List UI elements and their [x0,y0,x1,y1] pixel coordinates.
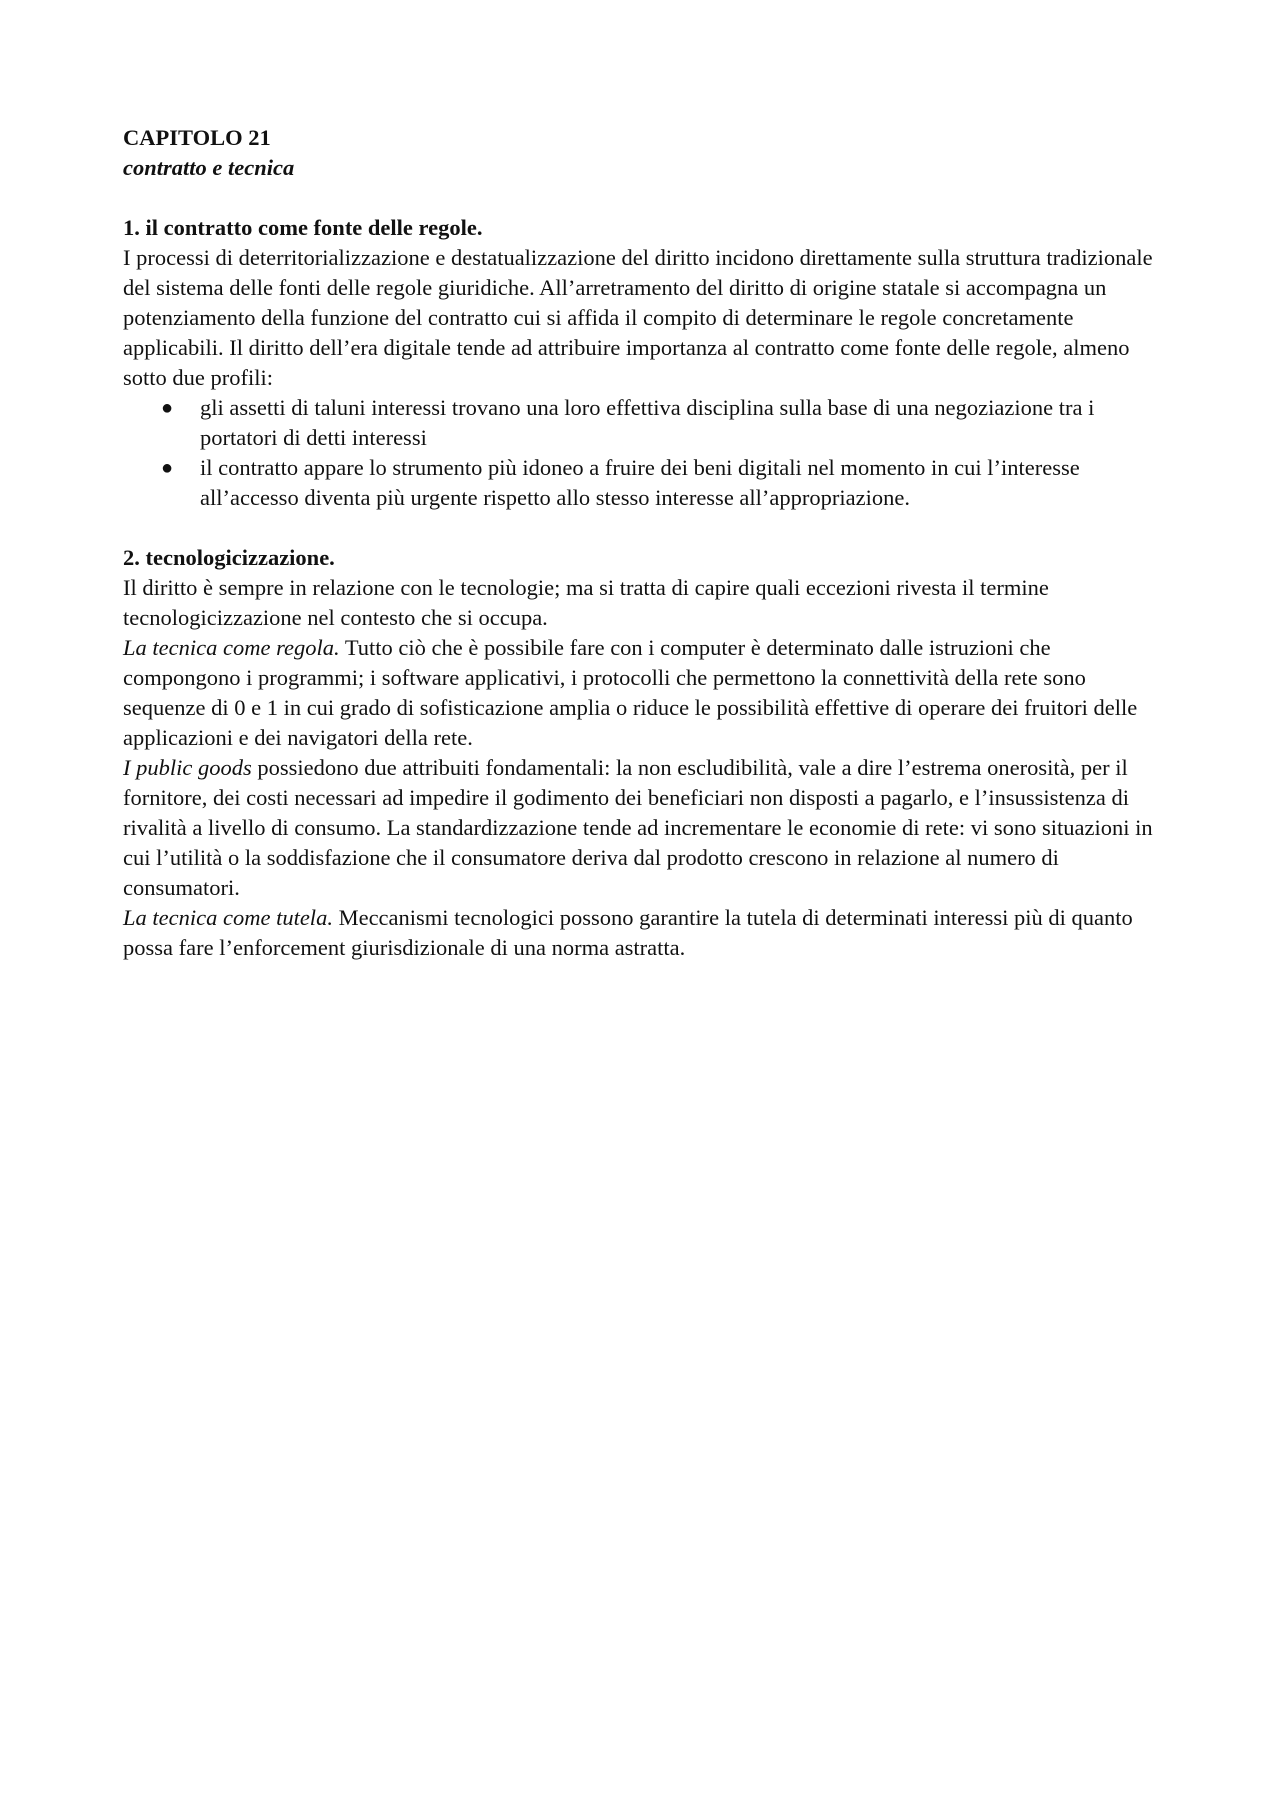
section2-paragraph-1: Il diritto è sempre in relazione con le tecnologie; ma si tratta di capire quali eccezioni rivesta il termine tecnologicizzazione nel contesto che si occupa. [123,575,1049,630]
lead-in-public-goods: I public goods [123,755,252,780]
chapter-subtitle: contratto e tecnica [123,155,295,180]
paragraph-text: Tutto ciò che è possibile fare con i computer è determinato dalle istruzioni che compongono i programmi; i software applicativi, i protocolli che permettono la connettività della rete sono sequenze di 0 e 1 in cui grado di sofisticazione amplia o riduce le possibilità effettive di operare dei fruitori delle applicazioni e dei navigatori della rete. [123,635,1138,750]
bullet-text: gli assetti di taluni interessi trovano una loro effettiva disciplina sulla base di una negoziazione tra i portatori di detti interessi [200,395,1095,450]
section1-intro: I processi di deterritorializzazione e destatualizzazione del diritto incidono direttamente sulla struttura tradizionale del sistema delle fonti delle regole giuridiche. All’arretramento del diritto di origine statale si accompagna un potenziamento della funzione del contratto cui si affida il compito di determinare le regole concretamente applicabili. Il diritto dell’era digitale tende ad attribuire importanza al contratto come fonte delle regole, almeno sotto due profili: [123,245,1153,390]
section-heading-1: 1. il contratto come fonte delle regole. [123,215,483,240]
bullet-icon: ● [161,397,174,419]
paragraph-text: possiedono due attribuiti fondamentali: la non escludibilità, vale a dire l’estrema onerosità, per il fornitore, dei costi necessari ad impedire il godimento dei beneficiari non disposti a pagarlo, e l’insussistenza di rivalità a livello di consumo. La standardizzazione tende ad incrementare le economie di rete: vi sono situazioni in cui l’utilità o la soddisfazione che il consumatore deriva dal prodotto crescono in relazione al numero di consumatori. [123,755,1153,900]
lead-in-tecnica-tutela: La tecnica come tutela. [123,905,333,930]
paragraph-text: Meccanismi tecnologici possono garantire la tutela di determinati interessi più di quanto possa fare l’enforcement giurisdizionale di una norma astratta. [123,905,1133,960]
document-page [123,123,1168,963]
spacer [123,183,1168,213]
bullet-text: il contratto appare lo strumento più idoneo a fruire dei beni digitali nel momento in cui l’interesse all’accesso diventa più urgente rispetto allo stesso interesse all’appropriazione. [200,455,1080,510]
spacer [123,513,1168,543]
list-item [123,453,1168,513]
list-item [123,393,1168,453]
section1-bullet-list [123,393,1168,513]
lead-in-tecnica-regola: La tecnica come regola. [123,635,340,660]
chapter-title: CAPITOLO 21 [123,125,271,150]
section-heading-2: 2. tecnologicizzazione. [123,545,335,570]
section2-paragraph-3 [123,753,1168,903]
section2-paragraph-4 [123,903,1168,963]
section2-paragraph-2 [123,633,1168,753]
bullet-icon: ● [161,457,174,479]
